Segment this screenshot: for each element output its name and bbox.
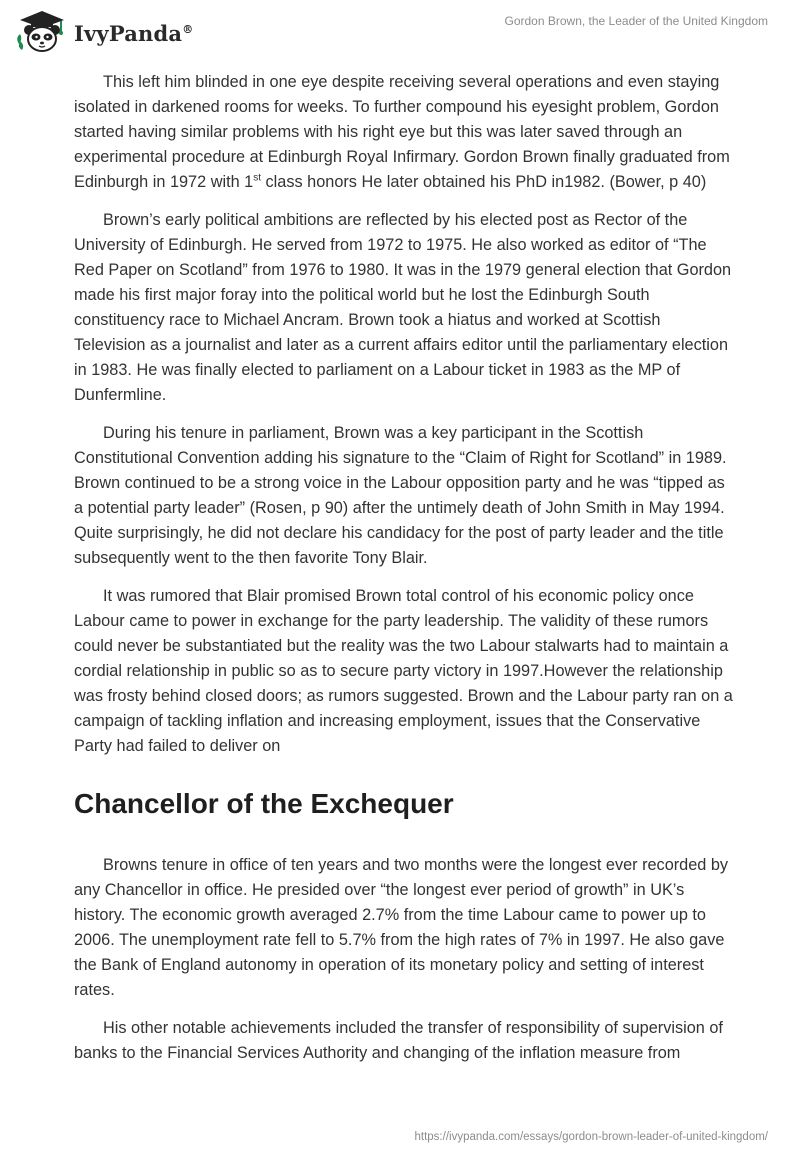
- paragraph-other-achievements: His other notable achievements included the transfer of responsibility of supervision of banks to the Financial Services Authority and changing of the inflation measure from: [74, 1019, 723, 1062]
- paragraph-blair-relationship: It was rumored that Blair promised Brown total control of his economic policy once Labour came to power in exchange for the party leadership. The validity of these rumors could never be substantiated but the reality was the two Labour stalwarts had to maintain a cordial relationship in public so as to secure party victory in 1997.However the relationship was frosty behind closed doors; as rumors suggested. Brown and the Labour party ran on a campaign of tackling inflation and increasing employment, issues that the Conservative Party had failed to deliver on: [74, 587, 733, 755]
- paragraph-parliament-tenure: During his tenure in parliament, Brown was a key participant in the Scottish Constitutional Convention adding his signature to the “Claim of Right for Scotland” in 1989. Brown continued to be a strong voice in the Labour opposition party and he was “tipped as a potential party leader” (Rosen, p 90) after the untimely death of John Smith in May 1994. Quite surprisingly, he did not declare his candidacy for the post of party leader and the title subsequently went to the then favorite Tony Blair.: [74, 424, 727, 567]
- paragraph-early-political-career: Brown’s early political ambitions are reflected by his elected post as Rector of the University of Edinburgh. He served from 1972 to 1975. He also worked as editor of “The Red Paper on Scotland” from 1976 to 1980. It was in the 1979 general election that Gordon made his first major foray into the political world but he lost the Edinburgh South constituency race to Michael Ancram. Brown took a hiatus and worked at Scottish Television as a journalist and later as a current affairs editor until the parliamentary election in 1983. He was finally elected to parliament on a Labour ticket in 1983 as the MP of Dunfermline.: [74, 211, 732, 404]
- page-header: [0, 0, 800, 60]
- source-url[interactable]: https://ivypanda.com/essays/gordon-brown-leader-of-united-kingdom/: [414, 1131, 768, 1143]
- panda-graduate-icon: [14, 8, 70, 54]
- brand-name: IvyPanda®: [74, 20, 194, 46]
- ivypanda-logo[interactable]: [14, 8, 193, 54]
- section-heading-chancellor: Chancellor of the Exchequer: [74, 788, 454, 819]
- paragraph-eyesight: This left him blinded in one eye despite receiving several operations and even staying isolated in darkened rooms for weeks. To further compound his eyesight problem, Gordon started having similar problems with his right eye but this was later saved through an experimental procedure at Edinburgh Royal Infirmary. Gordon Brown finally graduated from Edinburgh in 1972 with 1st class honors He later obtained his PhD in1982. (Bower, p 40): [74, 73, 730, 191]
- essay-content: [74, 70, 734, 1079]
- ordinal-superscript: st: [253, 172, 262, 184]
- paragraph-chancellor-tenure: Browns tenure in office of ten years and two months were the longest ever recorded by any Chancellor in office. He presided over “the longest ever period of growth” in UK’s history. The economic growth averaged 2.7% from the time Labour came to power up to 2006. The unemployment rate fell to 5.7% from the high rates of 7% in 1997. He also gave the Bank of England autonomy in operation of its monetary policy and setting of interest rates.: [74, 856, 729, 999]
- registered-mark: ®: [182, 22, 194, 36]
- document-title: Gordon Brown, the Leader of the United Kingdom: [504, 14, 768, 28]
